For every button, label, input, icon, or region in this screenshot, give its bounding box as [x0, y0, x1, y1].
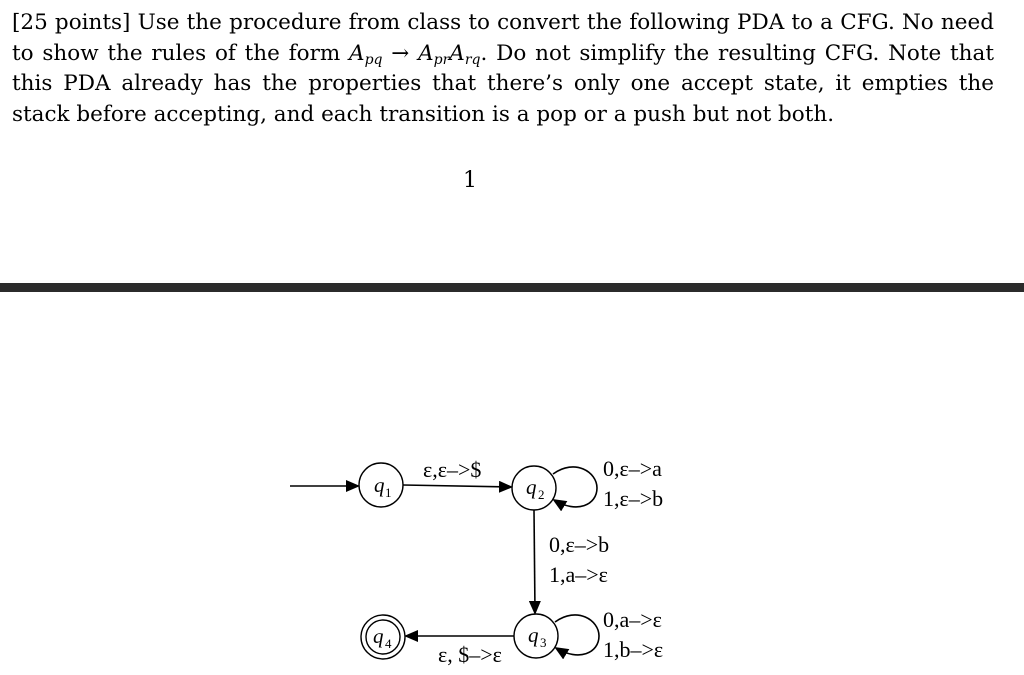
transition-q2-loop	[553, 467, 597, 507]
math-A-pr: $A_{pr}$	[418, 40, 450, 68]
label-q3-loop-1: 0,a–>ε	[603, 607, 662, 632]
svg-text:1: 1	[385, 485, 392, 500]
label-q2-loop-2: 1,ε–>b	[603, 486, 664, 511]
svg-text:3: 3	[540, 635, 547, 650]
math-A-pq: $A_{pq}$	[349, 40, 383, 68]
transition-q1-q2	[403, 485, 511, 487]
svg-text:2: 2	[538, 487, 545, 502]
label-q1-q2: ε,ε–>$	[423, 457, 482, 482]
state-q3	[514, 614, 558, 658]
svg-text:q: q	[526, 475, 537, 499]
problem-text-part1: [25 points] Use the procedure from class to convert the following PDA to a CFG. No need to show the rules of the form	[12, 10, 994, 66]
transition-q2-q3	[534, 510, 535, 613]
label-q2-q3-2: 1,a–>ε	[549, 562, 608, 587]
svg-text:q: q	[374, 473, 385, 497]
state-q2	[512, 466, 556, 510]
label-q3-q4: ε, $–>ε	[438, 642, 502, 667]
state-q4-accept	[361, 615, 405, 659]
label-q2-q3-1: 0,ε–>b	[549, 532, 610, 557]
problem-text-part2: . Do not simplify the resulting CFG. Note that this PDA already has the properties that there’s only one accept state, it empties the stack before accepting, and each transition is a pop or a push but not both.	[12, 40, 994, 127]
page-number: 1	[463, 168, 477, 193]
math-arrow: →	[382, 40, 419, 66]
label-q2-loop-1: 0,ε–>a	[603, 456, 662, 481]
svg-text:q: q	[373, 624, 384, 648]
svg-text:q: q	[528, 623, 539, 647]
state-q1	[359, 463, 403, 507]
transition-q3-loop	[555, 615, 599, 655]
svg-text:4: 4	[385, 636, 392, 651]
label-q3-loop-2: 1,b–>ε	[603, 637, 664, 662]
math-A-rq: $A_{rq}$	[449, 40, 481, 68]
